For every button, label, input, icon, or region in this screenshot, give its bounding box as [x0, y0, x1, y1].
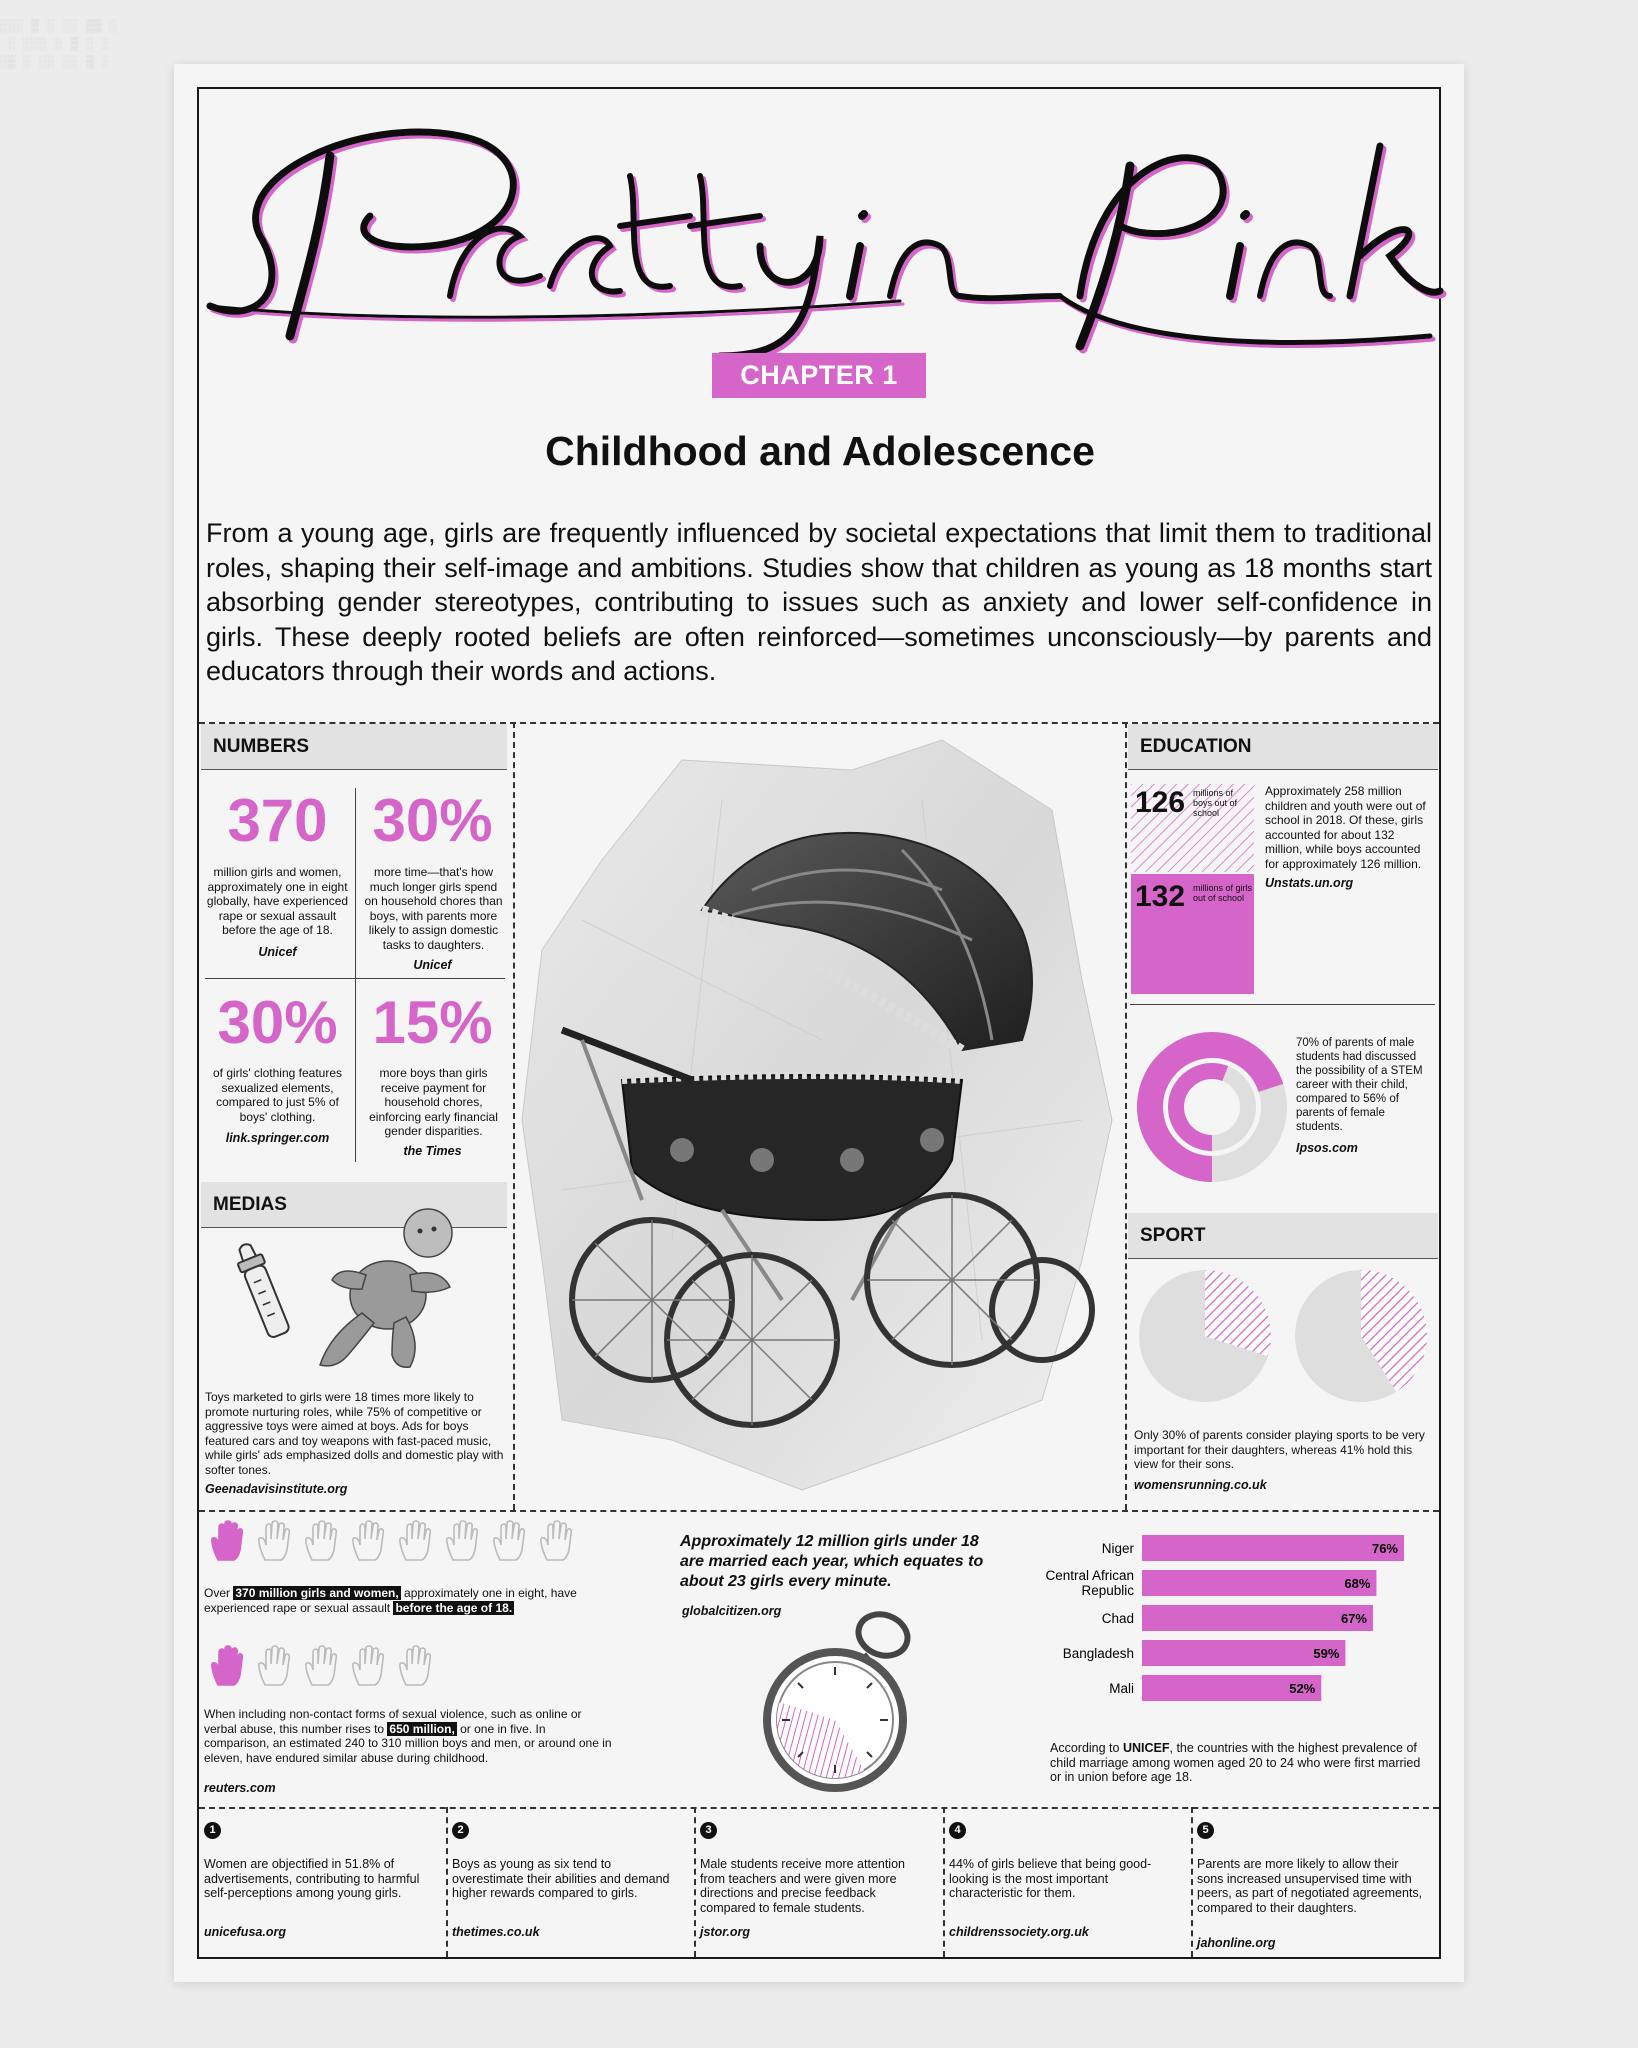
- child-marriage-bar-chart: [1020, 1535, 1430, 1720]
- fact-number: 3: [700, 1822, 717, 1839]
- divider: [513, 722, 515, 1510]
- bar-category-label: Mali: [1109, 1681, 1134, 1696]
- education-text: Approximately 258 million children and youth were out of school in 2018. Of these, girls accounted for about 132 million, while boys accounted for approximately 126 million.: [1265, 784, 1426, 871]
- sport-daughters-pie: [1137, 1268, 1273, 1404]
- marriage-quote: Approximately 12 million girls under 18 are married each year, which equates to about 23 girls every minute.: [680, 1533, 984, 1590]
- bar-value-label: 76%: [1371, 1541, 1398, 1556]
- bar-value-label: 52%: [1289, 1681, 1316, 1696]
- hand-icon: [539, 1520, 573, 1562]
- fact-source: jahonline.org: [1197, 1936, 1276, 1950]
- fact-text: Parents are more likely to allow their sons increased unsupervised time with peers, as part of negotiated agreements, compared to their daughters.: [1197, 1857, 1423, 1915]
- fact-number: 5: [1197, 1822, 1214, 1839]
- chapter-label: CHAPTER 1: [712, 353, 926, 398]
- girls-value: 132: [1135, 880, 1186, 913]
- bar-category-label: Bangladesh: [1062, 1646, 1134, 1661]
- sport-source: womensrunning.co.uk: [1134, 1478, 1267, 1492]
- stat-source: Unicef: [258, 945, 297, 959]
- baby-doll-icon: [310, 1205, 470, 1375]
- sport-text: Only 30% of parents consider playing sports to be very important for their daughters, whereas 41% hold this view for their sons.: [1134, 1428, 1425, 1471]
- stat-value: 370: [227, 787, 328, 854]
- hands-row-two: [210, 1645, 590, 1695]
- divider: [199, 1807, 1439, 1809]
- bar-chad: [1142, 1605, 1373, 1631]
- stat-value: 15%: [372, 989, 493, 1056]
- stopwatch-icon: [745, 1605, 925, 1795]
- title-logo: [200, 96, 1440, 356]
- hand-icon: [445, 1520, 479, 1562]
- stat-text: of girls' clothing features sexualized elements, compared to just 5% of boys' clothing.: [212, 1066, 343, 1124]
- stat-text: more time—that's how much longer girls spend on household chores than boys, with parents more likely to assign domestic tasks to daughters.: [364, 865, 503, 952]
- sport-heading: SPORT: [1128, 1213, 1438, 1259]
- hand-icon: [257, 1520, 291, 1562]
- hand-icon: [351, 1520, 385, 1562]
- marriage-note: According to UNICEF, the countries with the highest prevalence of child marriage among women aged 20 to 24 who were first married or in union before age 18.: [1050, 1741, 1421, 1784]
- divider: [943, 1807, 945, 1957]
- stat-text: million girls and women, approximately one in eight globally, have experienced rape or sexual assault before the age of 18.: [206, 865, 349, 937]
- stat-source: link.springer.com: [225, 1131, 330, 1145]
- intro-paragraph: From a young age, girls are frequently influenced by societal expectations that limit them to traditional roles, shaping their self-image and ambitions. Studies show that children as young as 18 months start absorbing gender stereotypes, contributing to issues such as anxiety and lower self-confidence in girls. These deeply rooted beliefs are often reinforced—sometimes unconsciously—by parents and educators through their words and actions.: [206, 518, 1432, 686]
- fact-text: Women are objectified in 51.8% of advertisements, contributing to harmful self-perceptions among young girls.: [204, 1857, 420, 1900]
- hand-icon: [304, 1645, 338, 1687]
- stem-donut-chart: [1135, 1030, 1289, 1184]
- bar-category-label: Central African: [1045, 1568, 1134, 1583]
- assault-text-one: Over 370 million girls and women, approximately one in eight, have experienced rape or sexual assault before the age of 18.: [204, 1586, 577, 1615]
- fact-text: Male students receive more attention from teachers and were given more directions and precise feedback compared to female students.: [700, 1857, 905, 1915]
- fact-source: unicefusa.org: [204, 1925, 286, 1939]
- hand-icon: [210, 1645, 244, 1687]
- page-subtitle: Childhood and Adolescence: [545, 428, 1095, 474]
- divider: [446, 1807, 448, 1957]
- hands-row-one: [210, 1520, 590, 1570]
- stem-text: 70% of parents of male students had discussed the possibility of a STEM career with their child, compared to 56% of parents of female students.: [1296, 1037, 1423, 1133]
- stat-text: more boys than girls receive payment for household chores, einforcing early financial gender disparities.: [369, 1066, 498, 1138]
- baby-bottle-icon: [228, 1240, 298, 1345]
- girls-label: millions of girls out of school: [1193, 883, 1253, 903]
- bar-category-label: Niger: [1101, 1541, 1134, 1556]
- fact-text: Boys as young as six tend to overestimate their abilities and demand higher rewards compared to girls.: [452, 1857, 670, 1900]
- stroller-illustration: [522, 740, 1118, 1490]
- assault-source: reuters.com: [204, 1781, 276, 1795]
- divider: [1125, 722, 1127, 1510]
- medias-heading: MEDIAS: [201, 1182, 507, 1228]
- donut-inner-arc: [1176, 1071, 1225, 1143]
- bar-central-african-republic: [1142, 1570, 1376, 1596]
- stat-source: Unicef: [413, 958, 452, 972]
- divider: [1191, 1807, 1193, 1957]
- fact-number: 1: [204, 1822, 221, 1839]
- hand-icon: [210, 1520, 244, 1562]
- assault-text-two: When including non-contact forms of sexual violence, such as online or verbal abuse, this number rises to 650 million, or one in five. In comparison, an estimated 240 to 310 million boys and men, or around one in eleven, have endured similar abuse during childhood.: [204, 1707, 612, 1765]
- fact-number: 4: [949, 1822, 966, 1839]
- fact-number: 2: [452, 1822, 469, 1839]
- hand-icon: [351, 1645, 385, 1687]
- stat-value: 30%: [217, 989, 338, 1056]
- fact-source: thetimes.co.uk: [452, 1925, 540, 1939]
- hand-icon: [398, 1645, 432, 1687]
- numbers-divider: [205, 978, 505, 979]
- boys-label: millions of boys out of school: [1193, 788, 1238, 818]
- education-heading: EDUCATION: [1128, 724, 1438, 770]
- background-texture: ░░░ ▒ ░ ░░ ▒▒ ░ ░ ░░░ ░ ▒ ░ ░ ░▒ ░ ░░ ░░ ▒ ░: [0, 19, 118, 70]
- bar-value-label: 68%: [1344, 1576, 1371, 1591]
- divider: [694, 1807, 696, 1957]
- bar-value-label: 67%: [1340, 1611, 1367, 1626]
- fact-source: childrenssociety.org.uk: [949, 1925, 1089, 1939]
- divider: [199, 1510, 1439, 1512]
- stat-value: 30%: [372, 787, 493, 854]
- boys-value: 126: [1135, 786, 1186, 819]
- fact-text: 44% of girls believe that being good-looking is the most important characteristic for them.: [949, 1857, 1152, 1900]
- marriage-source: globalcitizen.org: [682, 1604, 782, 1618]
- bar-niger: [1142, 1535, 1404, 1561]
- numbers-divider: [355, 788, 356, 1162]
- hand-icon: [304, 1520, 338, 1562]
- sport-sons-pie: [1293, 1268, 1429, 1404]
- hand-icon: [398, 1520, 432, 1562]
- medias-source: Geenadavisinstitute.org: [205, 1482, 348, 1496]
- education-source: Unstats.un.org: [1265, 876, 1354, 890]
- education-divider: [1130, 1004, 1435, 1005]
- bar-value-label: 59%: [1313, 1646, 1340, 1661]
- hand-icon: [257, 1645, 291, 1687]
- stem-source: Ipsos.com: [1296, 1141, 1358, 1155]
- stat-source: the Times: [403, 1144, 462, 1158]
- hand-icon: [492, 1520, 526, 1562]
- numbers-heading: NUMBERS: [201, 724, 507, 770]
- medias-text: Toys marketed to girls were 18 times more likely to promote nurturing roles, while 75% of competitive or aggressive toys were aimed at boys. Ads for boys featured cars and toy weapons with fast-paced music, while girls' ads emphasized dolls and domestic play with softer tones.: [205, 1390, 504, 1477]
- fact-source: jstor.org: [700, 1925, 751, 1939]
- bar-category-label: Chad: [1101, 1611, 1134, 1626]
- bar-category-label: Republic: [1081, 1583, 1134, 1598]
